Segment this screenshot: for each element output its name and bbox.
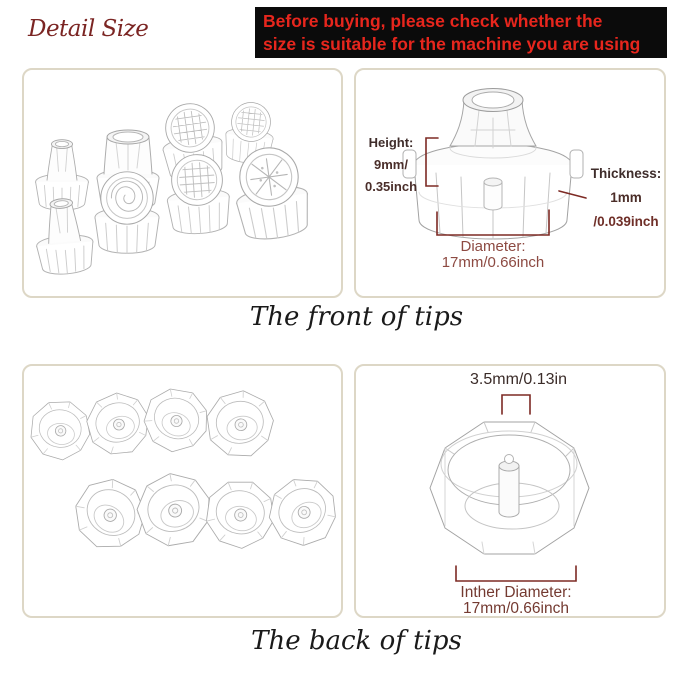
thickness-value-mm: 1mm bbox=[610, 190, 642, 205]
inner-diameter-annotation bbox=[421, 585, 611, 617]
page-title: Detail Size bbox=[28, 16, 149, 42]
front-caption: The front of tips bbox=[249, 302, 464, 332]
inner-diameter-value: 17mm/0.66inch bbox=[463, 600, 569, 617]
back-tip-diagram bbox=[356, 366, 664, 616]
height-value-inch: 0.35inch bbox=[364, 179, 418, 194]
diameter-label: Diameter: bbox=[460, 238, 526, 255]
height-annotation bbox=[358, 132, 424, 198]
front-tips-illustration bbox=[24, 70, 341, 296]
thickness-value-inch: /0.039inch bbox=[593, 214, 659, 229]
thickness-label: Thickness: bbox=[590, 166, 662, 181]
back-tips-photo-panel bbox=[22, 364, 343, 618]
height-label: Height: bbox=[368, 135, 414, 150]
height-value-mm: 9mm/ bbox=[374, 157, 408, 172]
inner-diameter-bracket bbox=[456, 566, 576, 581]
thickness-annotation bbox=[586, 162, 666, 234]
back-tip-size-diagram-panel bbox=[354, 364, 666, 618]
diameter-annotation bbox=[408, 239, 578, 271]
back-tips-illustration bbox=[24, 366, 341, 616]
warning-banner bbox=[255, 7, 667, 58]
top-width-annotation: 3.5mm/0.13in bbox=[470, 371, 567, 388]
front-tips-photo-panel bbox=[22, 68, 343, 298]
warning-line-2: size is suitable for the machine you are using bbox=[263, 34, 641, 54]
inner-diameter-label: Inther Diameter: bbox=[460, 584, 572, 601]
front-tip-size-diagram-panel bbox=[354, 68, 666, 298]
diameter-value: 17mm/0.66inch bbox=[441, 254, 545, 271]
warning-line-1: Before buying, please check whether the bbox=[263, 11, 603, 31]
top-width-bracket bbox=[502, 395, 530, 414]
back-caption: The back of tips bbox=[251, 626, 462, 656]
